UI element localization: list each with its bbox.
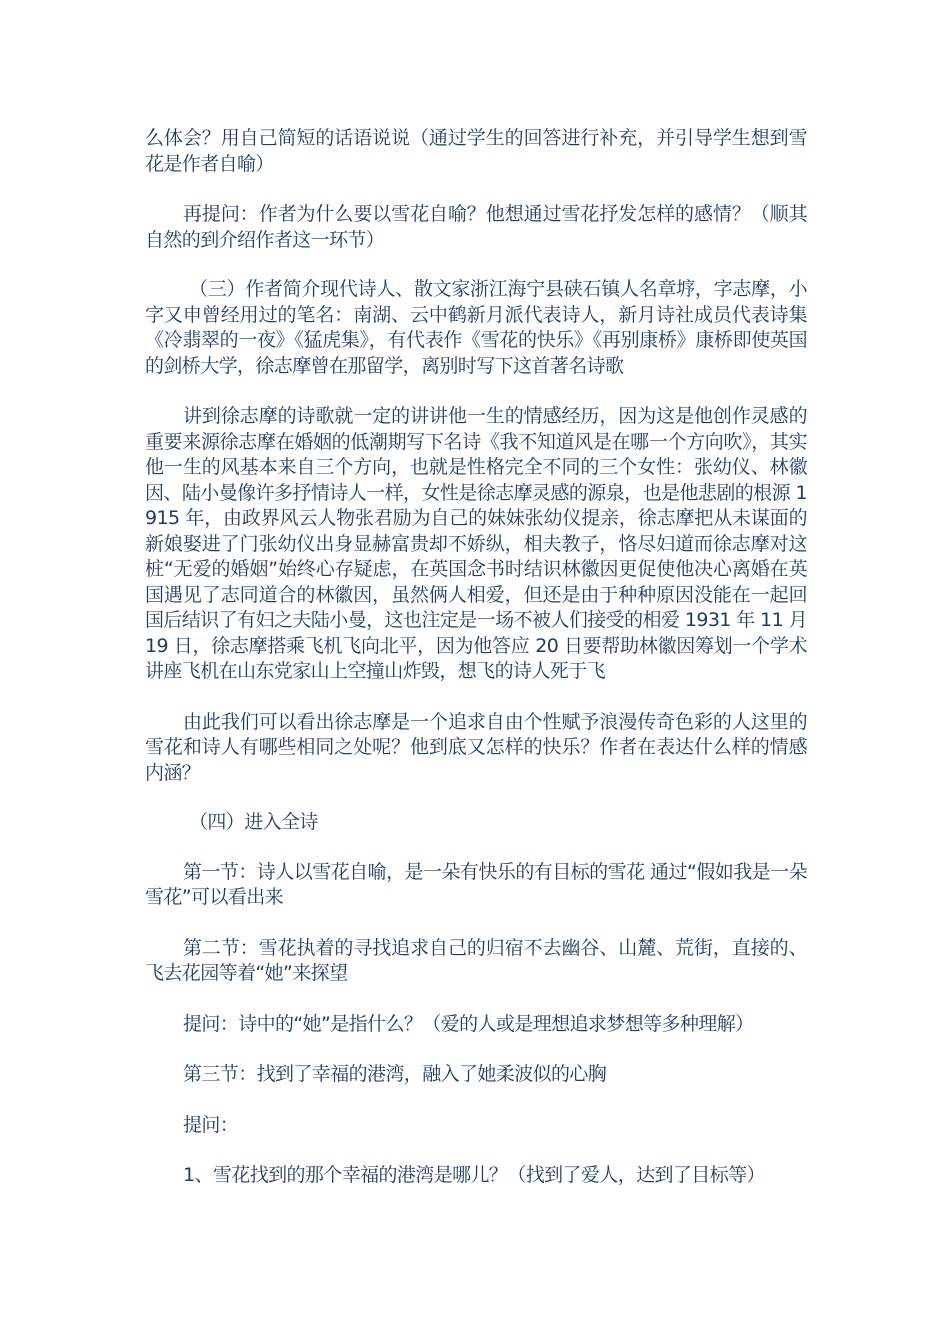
paragraph-question-label: 提问： bbox=[183, 1113, 239, 1136]
paragraph-emotional-history: 讲到徐志摩的诗歌就一定的讲讲他一生的情感经历，因为这是他创作灵感的重要来源徐志摩在婚姻的低潮期写下名诗《我不知道风是在哪一个方向吹》，其实他一生的风基本来自三个方向，也就是性格完全不同的三个女性：张幼仪、林徽因、陆小曼像许多抒情诗人一样，女性是徐志摩灵感的源泉，也是他悲剧的根源 1915 年，由政界风云人物张君励为自己的妹妹张幼仪提亲，徐志摩把从未谋面的新娘娶进了门张幼仪出身显赫富贵却不娇纵，相夫教子，恪尽妇道而徐志摩对这桩“无爱的婚姻”始终心存疑虑，在英国念书时结识林徽因更促使他决心离婚在英国遇见了志同道合的林徽因，虽然俩人相爱，但还是由于种种原因没能在一起回国后结识了有妇之夫陆小曼，这也注定是一场不被人们接受的相爱 1931 年 11 月 19 日，徐志摩搭乘飞机飞向北平，因为他答应 20 日要帮助林徽因筹划一个学术讲座飞机在山东党家山上空撞山炸毁，想飞的诗人死于飞 bbox=[145, 405, 807, 682]
paragraph-question-her: 提问：诗中的“她”是指什么？（爱的人或是理想追求梦想等多种理解） bbox=[183, 1012, 754, 1035]
document-page bbox=[145, 126, 807, 1189]
paragraph-stanza-three: 第三节：找到了幸福的港湾，融入了她柔波似的心胸 bbox=[183, 1063, 607, 1085]
paragraph-author-intro: （三）作者简介现代诗人、散文家浙江海宁县硖石镇人名章垿，字志摩，小字又申曾经用过的笔名：南湖、云中鹤新月派代表诗人，新月诗社成员代表诗集《冷翡翠的一夜》《猛虎集》，有代表作《雪花的快乐》《再别康桥》康桥即使英国的剑桥大学，徐志摩曾在那留学，离别时写下这首著名诗歌 bbox=[145, 278, 807, 377]
paragraph-continuation: 么体会？用自己简短的话语说说（通过学生的回答进行补充，并引导学生想到雪花是作者自喻） bbox=[145, 127, 807, 175]
paragraph-question-one: 1、雪花找到的那个幸福的港湾是哪儿？（找到了爱人，达到了目标等） bbox=[183, 1164, 765, 1186]
paragraph-stanza-two: 第二节：雪花执着的寻找追求自己的归宿不去幽谷、山麓、荒街，直接的、飞去花园等着“她”来探望 bbox=[145, 936, 807, 984]
paragraph-stanza-one: 第一节：诗人以雪花自喻，是一朵有快乐的有目标的雪花 通过“假如我是一朵雪花”可以看出来 bbox=[145, 860, 807, 908]
paragraph-summary-question: 由此我们可以看出徐志摩是一个追求自由个性赋予浪漫传奇色彩的人这里的雪花和诗人有哪些相同之处呢？他到底又怎样的快乐？作者在表达什么样的情感内涵？ bbox=[145, 710, 807, 784]
section-heading-enter-poem: （四）进入全诗 bbox=[189, 811, 318, 833]
paragraph-question-author: 再提问：作者为什么要以雪花自喻？他想通过雪花抒发怎样的感情？（顺其自然的到介绍作者这一环节） bbox=[145, 203, 807, 251]
